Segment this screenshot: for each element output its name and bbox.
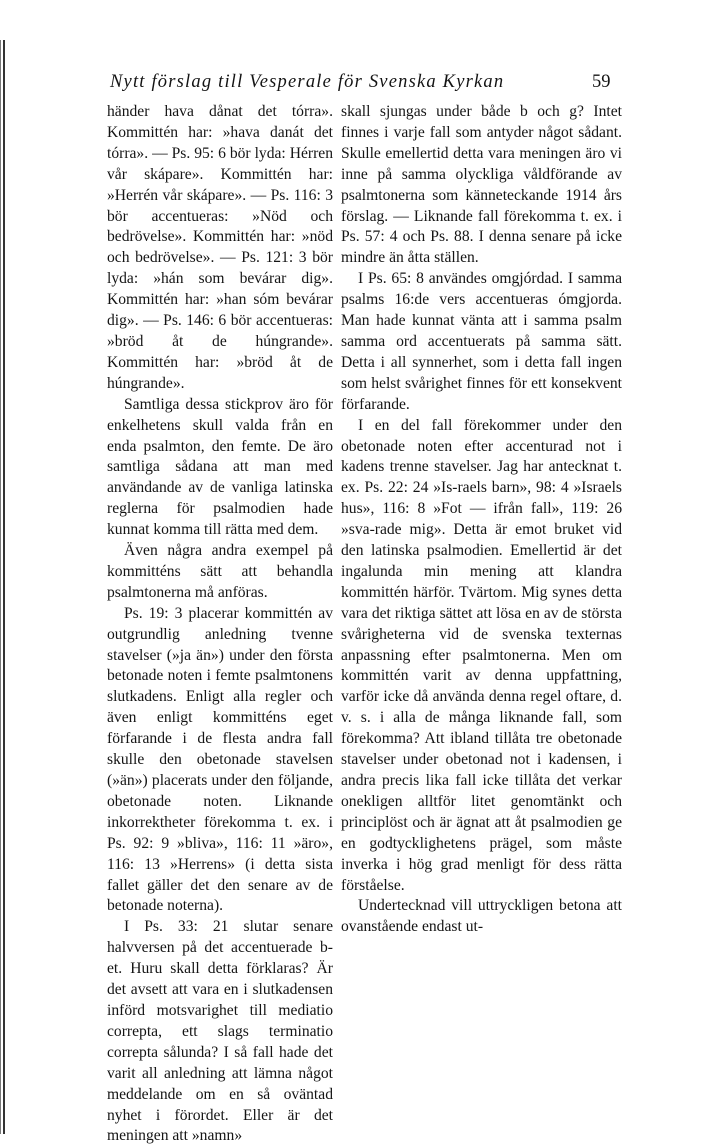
right-column xyxy=(341,102,622,938)
paragraph: skall sjungas under både b och g? Intet finnes i varje fall som antyder något sådant. Skulle emellertid detta vara meningen äro vi inne på samma olyckliga våldförande av psalmtonerna som känneteckande 1914 års förslag. — Liknande fall förekomma t. ex. i Ps. 57: 4 och Ps. 88. I denna senare på icke mindre än åtta ställen. xyxy=(341,103,622,267)
paragraph: Även några andra exempel på kommitténs sätt att behandla psalmtonerna må anföras. xyxy=(107,542,333,601)
page-number: 59 xyxy=(592,72,611,92)
paragraph: Undertecknad vill uttryckligen betona att ovanstående endast ut- xyxy=(341,897,622,936)
paragraph: händer hava dånat det tórra». Kommittén har: »hava danát det tórra». — Ps. 95: 6 bör lyda: Hérren vår skápare». Kommittén har: »Herrén vår skápare». — Ps. 116: 3 bör accentueras: »Nöd och bedrövelse». Kommittén har: »nöd och bedrövelse». — Ps. 121: 3 bör lyda: »hán som bevárar dig». Kommittén har: »han sóm bevárar dig». — Ps. 146: 6 bör accentueras: »bröd åt de húngrande». Kommittén har: »bröd åt de húngrande». xyxy=(107,103,333,392)
left-column xyxy=(107,102,333,1147)
paragraph: I Ps. 65: 8 användes omgjórdad. I samma psalms 16:de vers accentueras ómgjorda. Man hade kunnat vänta att i samma psalm samma ord accentuerats på samma sätt. Detta i all synnerhet, som i detta fall ingen som helst svårighet finnes för ett konsekvent förfarande. xyxy=(341,270,622,413)
scan-edge-line-outer xyxy=(0,40,1,1134)
paragraph: Samtliga dessa stickprov äro för enkelhetens skull valda från en enda psalmton, den femte. De äro samtliga sådana att man med användande av de vanliga latinska reglerna för psalmodien hade kunnat komma till rätta med dem. xyxy=(107,395,333,539)
running-title: Nytt förslag till Vesperale för Svenska Kyrkan xyxy=(110,72,505,92)
paragraph: I Ps. 33: 21 slutar senare halvversen på det accentuerade b-et. Huru skall detta förklaras? Är det avsett att vara en i slutkadensen införd motsvarighet till mediatio correpta, ett slags terminatio correpta sålunda? I så fall hade det varit all anledning att lämna något meddelande om en så oväntad nyhet i förordet. Eller är det meningen att »namn» xyxy=(107,918,333,1145)
paragraph: I en del fall förekommer under den obetonade noten efter accenturad not i kadens trenne stavelser. Jag har antecknat t. ex. Ps. 22: 24 »Is-raels barn», 98: 4 »Israels hus», 116: 8 »Fot — ifrån fall», 119: 26 »sva-rade mig». Detta är emot bruket vid den latinska psalmodien. Emellertid är det ingalunda min mening att klandra kommittén härför. Tvärtom. Mig synes detta vara det riktiga sättet att lösa en av de största svårigheterna vid de svenska texternas anpassning efter psalmtonerna. Men om kommittén varit av denna uppfattning, varför icke då använda denna regel oftare, d. v. s. i alla de många liknande fall, som förekomma? Att ibland tillåta tre obetonade stavelser under obetonad not i kadensen, i andra precis lika fall icke tillåta det verkar onekligen alltför litet genomtänkt och principlöst och är ägnat att åt psalmodien ge en godtycklighetens prägel, som måste inverka i hög grad menligt för dess rätta förståelse. xyxy=(341,416,622,894)
scan-edge-line xyxy=(3,40,5,1134)
paragraph: Ps. 19: 3 placerar kommittén av outgrundlig anledning tvenne stavelser (»ja än») under den första betonade noten i femte psalmtonens slutkadens. Enligt alla regler och även enligt kommitténs eget förfarande i de flesta andra fall skulle den obetonade stavelsen (»än») placerats under den följande, obetonade noten. Liknande inkorrektheter förekomma t. ex. i Ps. 92: 9 »bliva», 116: 11 »äro», 116: 13 »Herrens» (i detta sista fallet gäller det den senare av de betonade noterna). xyxy=(107,604,333,915)
running-head xyxy=(0,68,715,98)
